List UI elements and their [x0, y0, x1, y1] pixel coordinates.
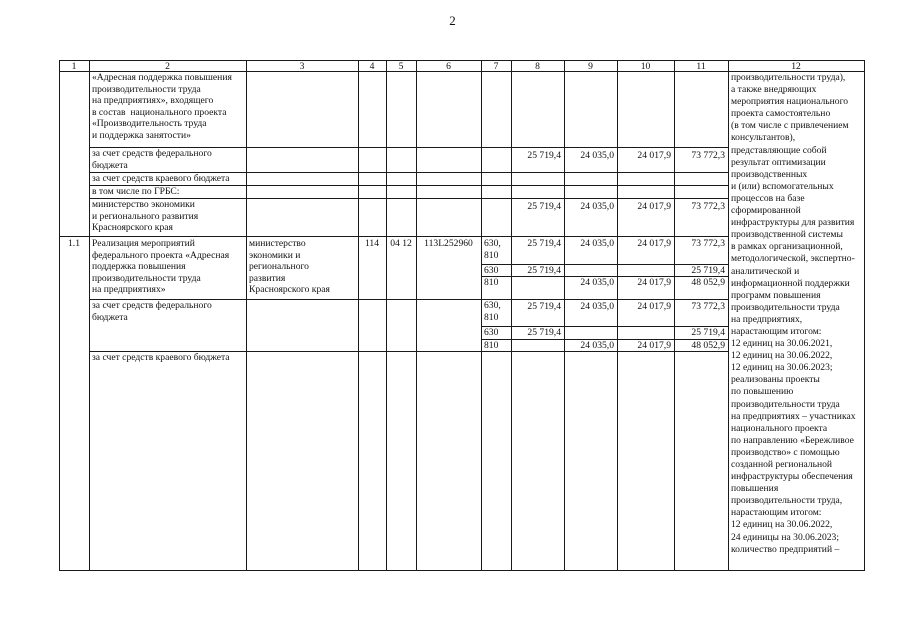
item-regional-label: за счет средств краевого бюджета: [92, 352, 230, 363]
section-ministry-label: министерство экономики и регионального развития Красноярского края: [92, 199, 199, 234]
item-federal-vr-630: 630: [484, 327, 499, 338]
item-630-2021: 25 719,4: [527, 265, 561, 276]
item-csr: 113L252960: [424, 238, 473, 249]
item-federal-630-2021: 25 719,4: [527, 327, 561, 338]
item-total-2021: 25 719,4: [527, 238, 561, 249]
item-federal-total-2022: 24 035,0: [580, 301, 614, 312]
item-810-2022: 24 035,0: [580, 277, 614, 288]
page-number: 2: [449, 13, 456, 28]
col-header-9: 9: [588, 61, 593, 72]
item-total-sum: 73 772,3: [691, 238, 725, 249]
item-grbs-code: 114: [364, 238, 380, 249]
item-rzpr: 04 12: [390, 238, 412, 249]
col-header-4: 4: [369, 61, 375, 72]
item-name: Реализация мероприятий федерального проекта «Адресная поддержка повышения производительности труда на предприятиях»: [92, 238, 230, 296]
section-ministry-value-total: 73 772,3: [691, 201, 725, 212]
col-header-10: 10: [640, 61, 651, 72]
section-ministry-value-2023: 24 017,9: [637, 201, 671, 212]
item-810-2023: 24 017,9: [637, 277, 671, 288]
section-federal-value-2021: 25 719,4: [527, 150, 561, 161]
section-title: «Адресная поддержка повышения производительности труда на предприятиях», входящего в состав национального проекта «Производительность труда и поддержка занятости»: [92, 72, 232, 141]
item-federal-vr-810: 810: [484, 340, 499, 351]
section-federal-value-total: 73 772,3: [691, 150, 725, 161]
item-vr-630: 630: [484, 265, 499, 276]
item-810-sum: 48 052,9: [691, 277, 725, 288]
section-grbs-label: в том числе по ГРБС:: [92, 186, 180, 197]
item-630-sum: 25 719,4: [691, 265, 725, 276]
item-federal-total-sum: 73 772,3: [691, 301, 725, 312]
item-federal-total-2021: 25 719,4: [527, 301, 561, 312]
item-grbs: министерство экономики и регионального развития Красноярского края: [249, 238, 330, 296]
item-federal-810-2023: 24 017,9: [637, 340, 671, 351]
section-ministry-value-2021: 25 719,4: [527, 201, 561, 212]
item-federal-total-2023: 24 017,9: [637, 301, 671, 312]
section-regional-label: за счет средств краевого бюджета: [92, 173, 230, 184]
item-total-2022: 24 035,0: [580, 238, 614, 249]
col-header-6: 6: [446, 61, 451, 72]
col-header-12: 12: [791, 61, 801, 72]
col-header-11: 11: [696, 61, 706, 72]
section-ministry-value-2022: 24 035,0: [580, 201, 614, 212]
result-description: производительности труда), а также внедряющих мероприятия национального проекта самостоятельно (в том числе с привлечением консультантов), представляющие собой результат оптимизации производственных и (или) вспомогательных процессов на базе сформированной инфраструктуры для развития производственной системы в рамках организационной, методологической, экспертно- аналитической и информационной поддержки программ повышения производительности труда на предприятиях, нарастающим итогом: 12 единиц на 30.06.2021, 12 единиц на 30.06.2022, 12 единиц на 30.06.2023; реализованы проекты по повышению производительности труда на предприятиях – участниках национального проекта по направлению «Бережливое производство» с помощью созданной региональной инфраструктуры обеспечения повышения производительности труда, нарастающим итогом: 12 единиц на 30.06.2022, 24 единицы на 30.06.2023; количество предприятий –: [731, 72, 856, 555]
col-header-5: 5: [398, 61, 404, 72]
item-vr-810: 810: [484, 277, 499, 288]
item-federal-810-sum: 48 052,9: [691, 340, 725, 351]
item-vr-total: 630, 810: [484, 238, 501, 261]
item-federal-630-sum: 25 719,4: [691, 327, 725, 338]
col-header-8: 8: [535, 61, 540, 72]
col-header-7: 7: [493, 61, 499, 72]
col-header-2: 2: [165, 61, 170, 72]
col-header-3: 3: [299, 61, 305, 72]
item-federal-label: за счет средств федерального бюджета: [92, 300, 212, 323]
section-federal-value-2022: 24 035,0: [580, 150, 614, 161]
section-federal-label: за счет средств федерального бюджета: [92, 148, 212, 171]
item-federal-810-2022: 24 035,0: [580, 340, 614, 351]
item-number: 1.1: [68, 238, 80, 249]
section-federal-value-2023: 24 017,9: [637, 150, 671, 161]
item-total-2023: 24 017,9: [637, 238, 671, 249]
col-header-1: 1: [71, 61, 77, 72]
item-federal-vr-total: 630, 810: [484, 300, 501, 323]
